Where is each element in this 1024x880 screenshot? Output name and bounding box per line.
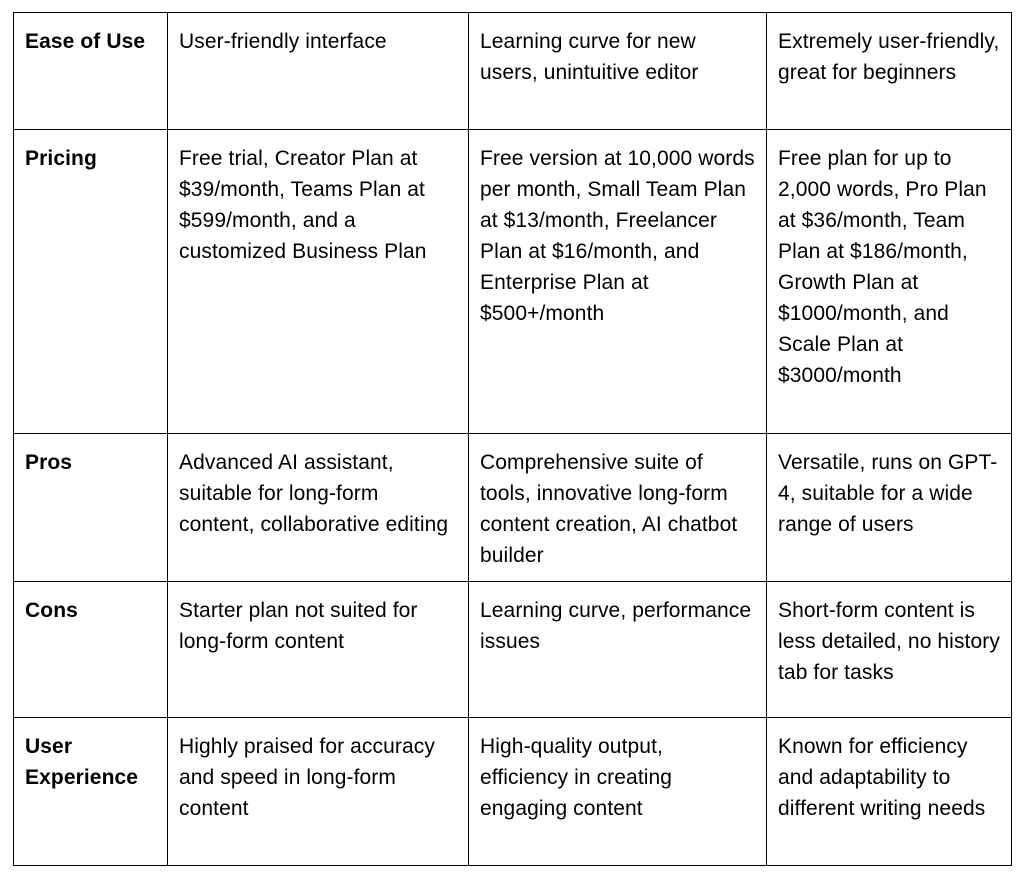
- table-cell: Short-form content is less detailed, no history tab for tasks: [767, 582, 1012, 718]
- table-cell: Highly praised for accuracy and speed in long-form content: [168, 718, 469, 866]
- row-label: Pros: [14, 434, 168, 582]
- comparison-table-container: [13, 12, 1012, 866]
- row-label: Cons: [14, 582, 168, 718]
- table-row-pros: [14, 434, 1012, 582]
- row-label: Ease of Use: [14, 13, 168, 130]
- table-row-user-experience: [14, 718, 1012, 866]
- table-cell: Free version at 10,000 words per month, Small Team Plan at $13/month, Freelancer Plan at $16/month, and Enterprise Plan at $500+/month: [469, 130, 767, 434]
- row-label: User Experience: [14, 718, 168, 866]
- table-cell: Learning curve, performance issues: [469, 582, 767, 718]
- table-row-ease-of-use: [14, 13, 1012, 130]
- table-row-pricing: [14, 130, 1012, 434]
- table-cell: Advanced AI assistant, suitable for long-form content, collaborative editing: [168, 434, 469, 582]
- table-cell: Free plan for up to 2,000 words, Pro Plan at $36/month, Team Plan at $186/month, Growth Plan at $1000/month, and Scale Plan at $3000/month: [767, 130, 1012, 434]
- table-cell: Free trial, Creator Plan at $39/month, Teams Plan at $599/month, and a customized Business Plan: [168, 130, 469, 434]
- table-cell: Known for efficiency and adaptability to different writing needs: [767, 718, 1012, 866]
- table-cell: Comprehensive suite of tools, innovative long-form content creation, AI chatbot builder: [469, 434, 767, 582]
- table-cell: Starter plan not suited for long-form content: [168, 582, 469, 718]
- table-row-cons: [14, 582, 1012, 718]
- table-cell: Versatile, runs on GPT-4, suitable for a wide range of users: [767, 434, 1012, 582]
- table-cell: Learning curve for new users, unintuitive editor: [469, 13, 767, 130]
- table-cell: User-friendly interface: [168, 13, 469, 130]
- comparison-table: [13, 12, 1012, 866]
- row-label: Pricing: [14, 130, 168, 434]
- table-cell: Extremely user-friendly, great for beginners: [767, 13, 1012, 130]
- table-cell: High-quality output, efficiency in creating engaging content: [469, 718, 767, 866]
